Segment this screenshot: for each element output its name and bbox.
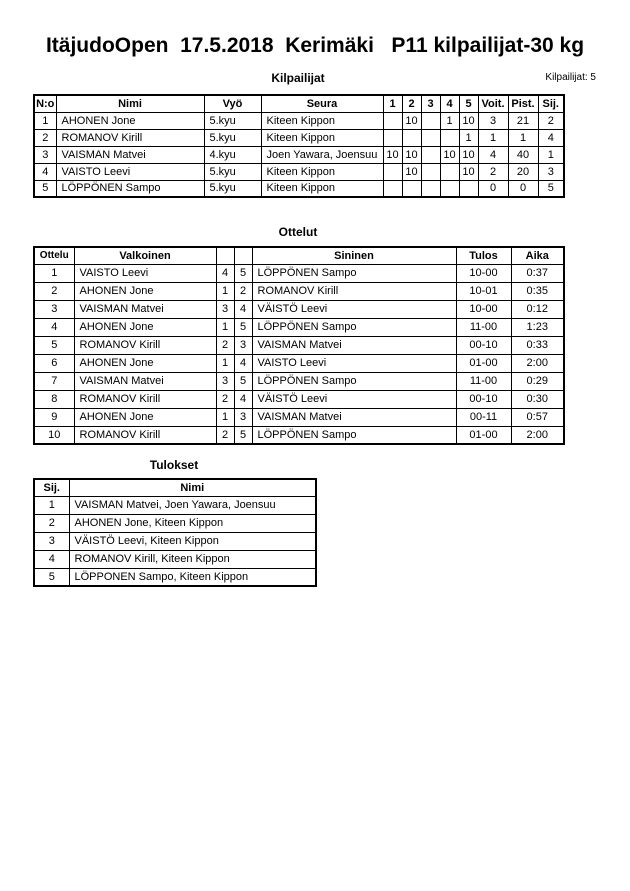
- name-cell: LÖPPÖNEN Sampo: [56, 180, 204, 197]
- header-sininen: Sininen: [252, 247, 456, 264]
- wins-cell: 3: [478, 112, 508, 129]
- no-cell: 2: [34, 129, 56, 146]
- score-cell: 00-10: [456, 390, 511, 408]
- white-no-cell: 4: [216, 264, 234, 282]
- result-cell: 1: [440, 112, 459, 129]
- belt-cell: 5.kyu: [204, 112, 261, 129]
- header-opp-2: 2: [402, 95, 421, 112]
- result-cell: [459, 180, 478, 197]
- belt-cell: 5.kyu: [204, 163, 261, 180]
- result-cell: [402, 180, 421, 197]
- white-name-cell: AHONEN Jone: [74, 354, 216, 372]
- white-name-cell: AHONEN Jone: [74, 318, 216, 336]
- result-cell: [383, 180, 402, 197]
- table-row: [34, 336, 564, 354]
- place-cell: 5: [34, 568, 69, 586]
- result-cell: [440, 129, 459, 146]
- white-name-cell: ROMANOV Kirill: [74, 336, 216, 354]
- result-cell: 10: [402, 163, 421, 180]
- table-row: [34, 568, 316, 586]
- place-cell: 4: [34, 550, 69, 568]
- header-seura: Seura: [261, 95, 383, 112]
- header-no: N:o: [34, 95, 56, 112]
- time-cell: 0:30: [511, 390, 564, 408]
- time-cell: 0:35: [511, 282, 564, 300]
- blue-name-cell: LÖPPÖNEN Sampo: [252, 264, 456, 282]
- white-no-cell: 3: [216, 300, 234, 318]
- club-cell: Kiteen Kippon: [261, 112, 383, 129]
- kilpailijat-table: [33, 94, 565, 198]
- blue-name-cell: ROMANOV Kirill: [252, 282, 456, 300]
- name-cell: AHONEN Jone: [56, 112, 204, 129]
- document-title: ItäjudoOpen 17.5.2018 Kerimäki P11 kilpailijat-30 kg: [45, 34, 585, 57]
- header-nimi: Nimi: [56, 95, 204, 112]
- header-nimi: Nimi: [69, 479, 316, 496]
- belt-cell: 4.kyu: [204, 146, 261, 163]
- match-no-cell: 5: [34, 336, 74, 354]
- time-cell: 0:37: [511, 264, 564, 282]
- time-cell: 0:33: [511, 336, 564, 354]
- points-cell: 0: [508, 180, 538, 197]
- belt-cell: 5.kyu: [204, 180, 261, 197]
- result-cell: [383, 112, 402, 129]
- match-no-cell: 3: [34, 300, 74, 318]
- table-row: [34, 496, 316, 514]
- tulokset-section-title: Tulokset: [149, 458, 199, 472]
- result-cell: 10: [402, 146, 421, 163]
- place-cell: 2: [34, 514, 69, 532]
- blue-name-cell: VÄISTÖ Leevi: [252, 300, 456, 318]
- header-pist: Pist.: [508, 95, 538, 112]
- blue-no-cell: 3: [234, 336, 252, 354]
- result-cell: [421, 129, 440, 146]
- match-no-cell: 2: [34, 282, 74, 300]
- table-row: [34, 146, 564, 163]
- header-tulos: Tulos: [456, 247, 511, 264]
- result-cell: 10: [459, 112, 478, 129]
- place-cell: 5: [538, 180, 564, 197]
- header-white-no: [216, 247, 234, 264]
- wins-cell: 0: [478, 180, 508, 197]
- table-row: [34, 300, 564, 318]
- blue-no-cell: 5: [234, 372, 252, 390]
- white-name-cell: VAISTO Leevi: [74, 264, 216, 282]
- belt-cell: 5.kyu: [204, 129, 261, 146]
- club-cell: Joen Yawara, Joensuu: [261, 146, 383, 163]
- place-cell: 1: [34, 496, 69, 514]
- blue-no-cell: 2: [234, 282, 252, 300]
- table-row: [34, 129, 564, 146]
- competitor-count-label: Kilpailijat: 5: [545, 72, 596, 83]
- ottelut-table: [33, 246, 565, 445]
- white-name-cell: VAISMAN Matvei: [74, 300, 216, 318]
- points-cell: 40: [508, 146, 538, 163]
- header-aika: Aika: [511, 247, 564, 264]
- white-no-cell: 1: [216, 318, 234, 336]
- result-cell: 10: [402, 112, 421, 129]
- name-cell: LÖPPONEN Sampo, Kiteen Kippon: [69, 568, 316, 586]
- blue-no-cell: 4: [234, 300, 252, 318]
- name-cell: VAISMAN Matvei, Joen Yawara, Joensuu: [69, 496, 316, 514]
- header-voit: Voit.: [478, 95, 508, 112]
- blue-name-cell: LÖPPÖNEN Sampo: [252, 426, 456, 444]
- white-no-cell: 2: [216, 426, 234, 444]
- header-row: [34, 95, 564, 112]
- white-name-cell: AHONEN Jone: [74, 282, 216, 300]
- table-row: [34, 390, 564, 408]
- header-row: [34, 479, 316, 496]
- time-cell: 1:23: [511, 318, 564, 336]
- result-cell: [421, 112, 440, 129]
- match-no-cell: 9: [34, 408, 74, 426]
- blue-name-cell: VÄISTÖ Leevi: [252, 390, 456, 408]
- name-cell: VÄISTÖ Leevi, Kiteen Kippon: [69, 532, 316, 550]
- score-cell: 00-11: [456, 408, 511, 426]
- place-cell: 1: [538, 146, 564, 163]
- time-cell: 0:57: [511, 408, 564, 426]
- header-vyo: Vyö: [204, 95, 261, 112]
- name-cell: VAISMAN Matvei: [56, 146, 204, 163]
- match-no-cell: 6: [34, 354, 74, 372]
- table-row: [34, 163, 564, 180]
- ottelut-section-title: Ottelut: [278, 225, 318, 239]
- blue-name-cell: LÖPPÖNEN Sampo: [252, 372, 456, 390]
- header-sij: Sij.: [34, 479, 69, 496]
- table-row: [34, 426, 564, 444]
- white-name-cell: ROMANOV Kirill: [74, 390, 216, 408]
- header-sij: Sij.: [538, 95, 564, 112]
- result-cell: [383, 163, 402, 180]
- time-cell: 2:00: [511, 354, 564, 372]
- result-cell: [421, 180, 440, 197]
- blue-no-cell: 3: [234, 408, 252, 426]
- table-row: [34, 180, 564, 197]
- table-row: [34, 532, 316, 550]
- header-row: [34, 247, 564, 264]
- blue-name-cell: VAISMAN Matvei: [252, 408, 456, 426]
- result-cell: [421, 146, 440, 163]
- header-opp-1: 1: [383, 95, 402, 112]
- table-row: [34, 408, 564, 426]
- name-cell: ROMANOV Kirill, Kiteen Kippon: [69, 550, 316, 568]
- name-cell: VAISTO Leevi: [56, 163, 204, 180]
- blue-name-cell: LÖPPÖNEN Sampo: [252, 318, 456, 336]
- white-name-cell: VAISMAN Matvei: [74, 372, 216, 390]
- white-name-cell: ROMANOV Kirill: [74, 426, 216, 444]
- time-cell: 2:00: [511, 426, 564, 444]
- result-cell: 10: [459, 146, 478, 163]
- table-row: [34, 318, 564, 336]
- header-opp-5: 5: [459, 95, 478, 112]
- match-no-cell: 8: [34, 390, 74, 408]
- result-cell: 10: [459, 163, 478, 180]
- blue-name-cell: VAISMAN Matvei: [252, 336, 456, 354]
- result-cell: 10: [383, 146, 402, 163]
- score-cell: 11-00: [456, 372, 511, 390]
- match-no-cell: 4: [34, 318, 74, 336]
- table-row: [34, 550, 316, 568]
- white-no-cell: 3: [216, 372, 234, 390]
- table-row: [34, 514, 316, 532]
- blue-no-cell: 5: [234, 426, 252, 444]
- header-opp-4: 4: [440, 95, 459, 112]
- score-cell: 11-00: [456, 318, 511, 336]
- wins-cell: 2: [478, 163, 508, 180]
- name-cell: ROMANOV Kirill: [56, 129, 204, 146]
- club-cell: Kiteen Kippon: [261, 180, 383, 197]
- kilpailijat-section-title: Kilpailijat: [271, 71, 325, 85]
- points-cell: 21: [508, 112, 538, 129]
- score-cell: 01-00: [456, 426, 511, 444]
- place-cell: 2: [538, 112, 564, 129]
- result-cell: [440, 163, 459, 180]
- white-no-cell: 1: [216, 408, 234, 426]
- no-cell: 4: [34, 163, 56, 180]
- table-row: [34, 372, 564, 390]
- time-cell: 0:29: [511, 372, 564, 390]
- result-cell: [402, 129, 421, 146]
- header-opp-3: 3: [421, 95, 440, 112]
- white-name-cell: AHONEN Jone: [74, 408, 216, 426]
- result-cell: [383, 129, 402, 146]
- no-cell: 1: [34, 112, 56, 129]
- blue-no-cell: 5: [234, 264, 252, 282]
- white-no-cell: 2: [216, 390, 234, 408]
- score-cell: 10-01: [456, 282, 511, 300]
- blue-name-cell: VAISTO Leevi: [252, 354, 456, 372]
- no-cell: 5: [34, 180, 56, 197]
- no-cell: 3: [34, 146, 56, 163]
- wins-cell: 1: [478, 129, 508, 146]
- score-cell: 01-00: [456, 354, 511, 372]
- wins-cell: 4: [478, 146, 508, 163]
- score-cell: 10-00: [456, 264, 511, 282]
- tulokset-table: [33, 478, 317, 587]
- score-cell: 00-10: [456, 336, 511, 354]
- table-row: [34, 354, 564, 372]
- match-no-cell: 7: [34, 372, 74, 390]
- points-cell: 1: [508, 129, 538, 146]
- name-cell: AHONEN Jone, Kiteen Kippon: [69, 514, 316, 532]
- place-cell: 3: [34, 532, 69, 550]
- place-cell: 3: [538, 163, 564, 180]
- white-no-cell: 1: [216, 282, 234, 300]
- result-cell: [421, 163, 440, 180]
- place-cell: 4: [538, 129, 564, 146]
- time-cell: 0:12: [511, 300, 564, 318]
- blue-no-cell: 4: [234, 390, 252, 408]
- result-cell: 10: [440, 146, 459, 163]
- match-no-cell: 10: [34, 426, 74, 444]
- score-cell: 10-00: [456, 300, 511, 318]
- white-no-cell: 2: [216, 336, 234, 354]
- result-cell: [440, 180, 459, 197]
- result-cell: 1: [459, 129, 478, 146]
- table-row: [34, 112, 564, 129]
- blue-no-cell: 5: [234, 318, 252, 336]
- table-row: [34, 282, 564, 300]
- white-no-cell: 1: [216, 354, 234, 372]
- blue-no-cell: 4: [234, 354, 252, 372]
- header-valkoinen: Valkoinen: [74, 247, 216, 264]
- match-no-cell: 1: [34, 264, 74, 282]
- club-cell: Kiteen Kippon: [261, 163, 383, 180]
- points-cell: 20: [508, 163, 538, 180]
- table-row: [34, 264, 564, 282]
- header-ottelu: Ottelu: [34, 247, 74, 264]
- header-blue-no: [234, 247, 252, 264]
- club-cell: Kiteen Kippon: [261, 129, 383, 146]
- kilpailijat-section-header: [33, 69, 596, 87]
